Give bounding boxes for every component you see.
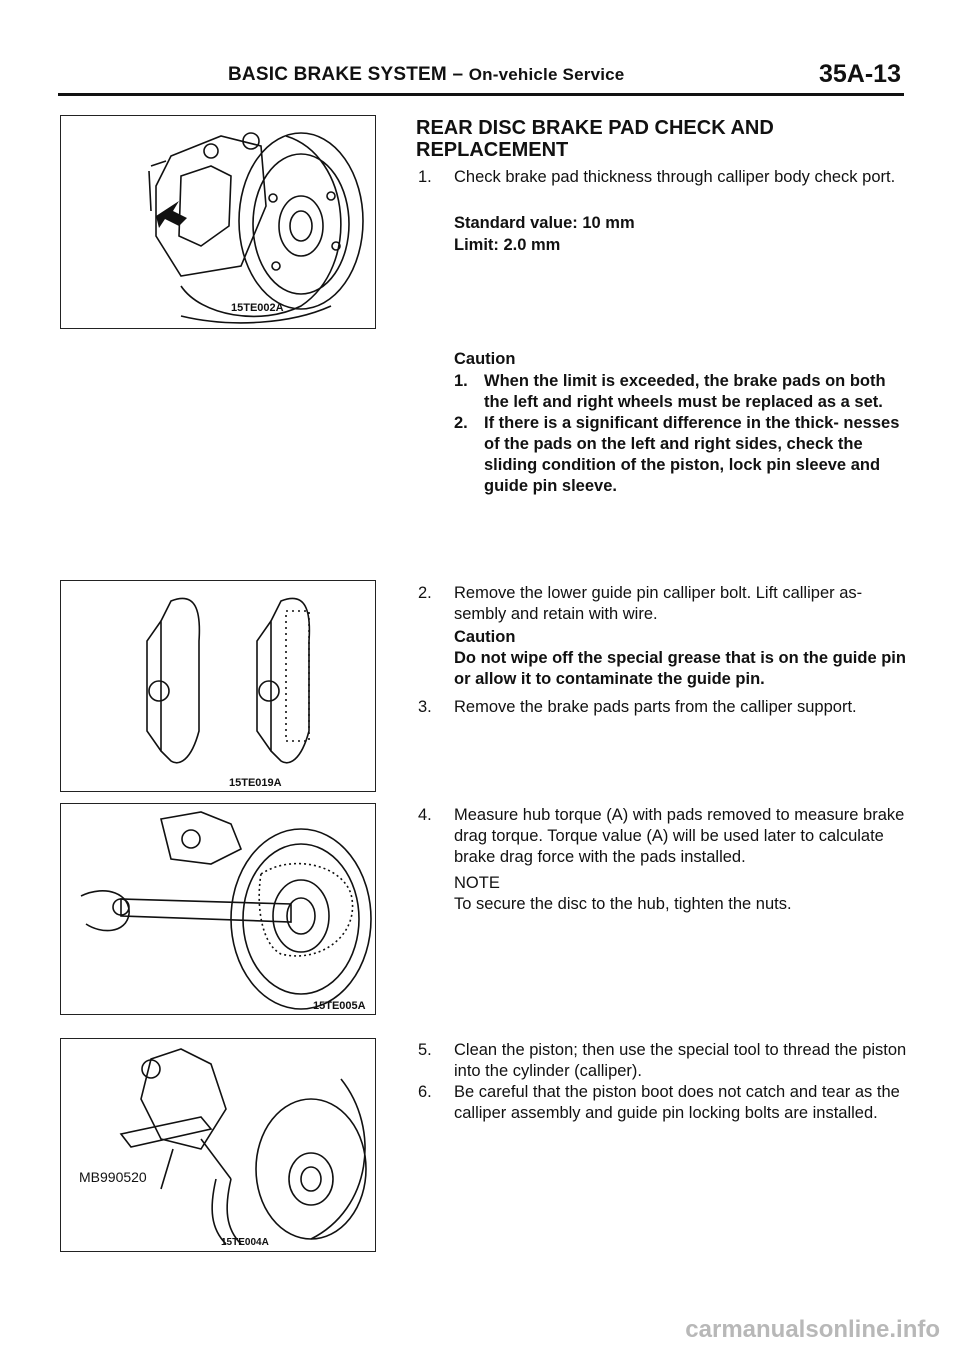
note-heading: NOTE xyxy=(454,874,500,892)
step-3 xyxy=(418,697,908,718)
section-title-line1: REAR DISC BRAKE PAD CHECK AND xyxy=(416,117,774,139)
caution-item-2-number: 2. xyxy=(454,414,468,432)
step-6-text: Be careful that the piston boot does not catch and tear as the calliper assembly and guide pin locking bolts are installed. xyxy=(454,1083,900,1122)
caution-item-1 xyxy=(454,371,906,413)
caution-item-2-text: If there is a significant difference in the thick- nesses of the pads on the left and right sides, check the sliding condition of the piston, lock pin sleeve and guide pin sleeve. xyxy=(484,414,900,495)
page-number: 35A-13 xyxy=(819,60,901,88)
header-system: BASIC BRAKE SYSTEM xyxy=(228,64,447,85)
hub-torque-illustration xyxy=(61,804,377,1016)
figure-hub-torque xyxy=(60,803,376,1015)
limit-value: Limit: 2.0 mm xyxy=(454,236,561,254)
step-3-number: 3. xyxy=(418,698,432,716)
step-1 xyxy=(418,167,908,188)
figure-special-tool xyxy=(60,1038,376,1252)
step-5-text: Clean the piston; then use the special tool to thread the piston into the cylinder (calliper). xyxy=(454,1041,907,1080)
step-1-number: 1. xyxy=(418,168,432,186)
tool-label: MB990520 xyxy=(79,1169,147,1185)
caution-heading-1: Caution xyxy=(454,350,516,368)
step-4-number: 4. xyxy=(418,806,432,824)
step-2 xyxy=(418,583,908,625)
page-header xyxy=(60,58,905,94)
figure-code-4: 15TE004A xyxy=(221,1237,269,1248)
header-title xyxy=(228,64,624,86)
figure-code-2: 15TE019A xyxy=(229,777,282,789)
step-4-text: Measure hub torque (A) with pads removed to measure brake drag torque. Torque value (A) will be used later to calculate brake drag force with the pads installed. xyxy=(454,806,905,866)
header-subtitle: On-vehicle Service xyxy=(468,65,625,84)
standard-value: Standard value: 10 mm xyxy=(454,214,635,232)
figure-caliper-check xyxy=(60,115,376,329)
caution-item-1-number: 1. xyxy=(454,372,468,390)
step-3-text: Remove the brake pads parts from the calliper support. xyxy=(454,698,857,716)
caution-list-1 xyxy=(454,371,906,497)
figure-brake-pads xyxy=(60,580,376,792)
header-rule xyxy=(58,93,904,96)
section-title-line2: REPLACEMENT xyxy=(416,139,569,161)
step-5 xyxy=(418,1040,908,1082)
brake-pads-illustration xyxy=(61,581,377,793)
step-4 xyxy=(418,805,908,868)
step-5-number: 5. xyxy=(418,1041,432,1059)
step-2-number: 2. xyxy=(418,584,432,602)
figure-code-1: 15TE002A xyxy=(231,302,284,314)
caution-heading-2: Caution xyxy=(454,628,516,646)
section-title xyxy=(416,117,916,161)
header-dash: – xyxy=(452,64,464,85)
step-1-text: Check brake pad thickness through calliper body check port. xyxy=(454,168,896,186)
caution-item-1-text: When the limit is exceeded, the brake pads on both the left and right wheels must be replaced as a set. xyxy=(484,372,886,411)
watermark: carmanualsonline.info xyxy=(685,1316,940,1343)
figure-code-3: 15TE005A xyxy=(313,1000,366,1012)
step-6-number: 6. xyxy=(418,1083,432,1101)
step-2-text: Remove the lower guide pin calliper bolt. Lift calliper as- sembly and retain with wire. xyxy=(454,584,863,623)
caliper-check-illustration xyxy=(61,116,377,330)
caution-item-2 xyxy=(454,413,906,497)
caution-text-2: Do not wipe off the special grease that is on the guide pin or allow it to contaminate the guide pin. xyxy=(454,649,906,688)
note-text: To secure the disc to the hub, tighten the nuts. xyxy=(454,895,792,913)
step-6 xyxy=(418,1082,908,1124)
special-tool-illustration xyxy=(61,1039,377,1253)
